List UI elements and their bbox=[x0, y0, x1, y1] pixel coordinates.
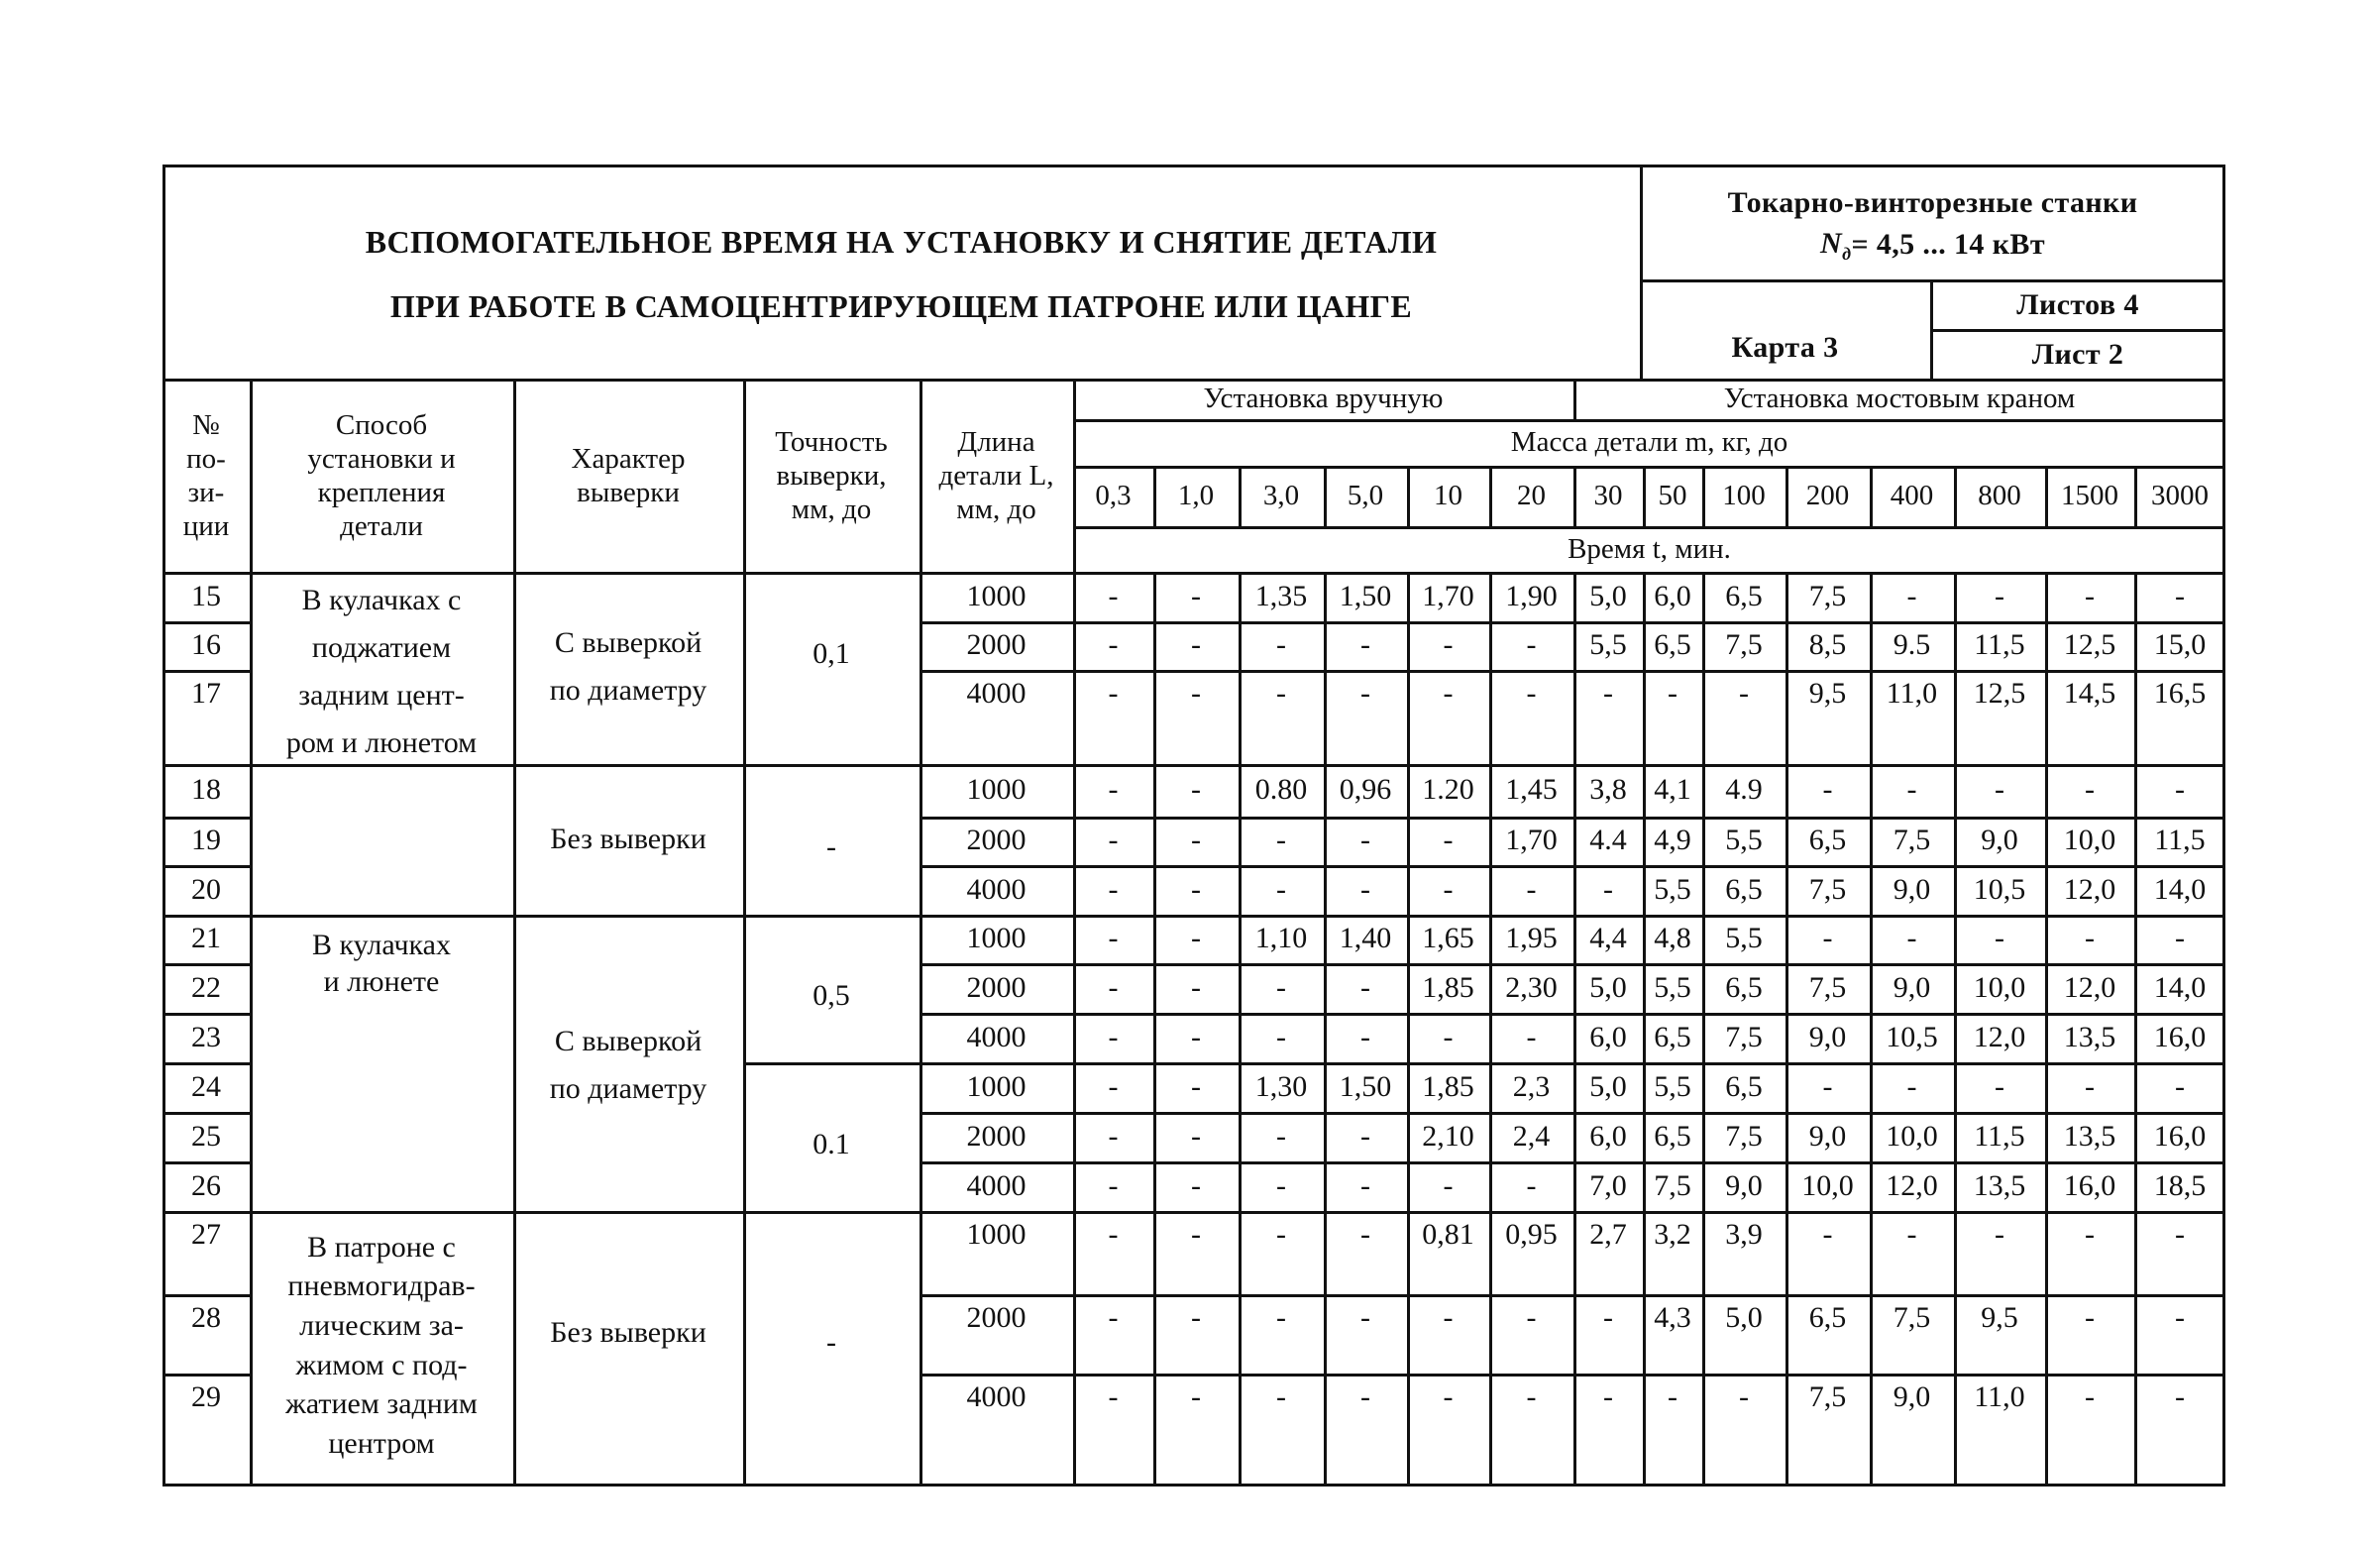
row-15-value-7: 6,0 bbox=[1654, 579, 1691, 612]
row-17-value-11: 12,5 bbox=[1973, 676, 2026, 710]
mass-column-11: 800 bbox=[1978, 480, 2021, 512]
row-17-value-5: - bbox=[1526, 676, 1537, 710]
row-28-value-5: - bbox=[1526, 1300, 1537, 1334]
row-15-value-5: 1,90 bbox=[1505, 579, 1558, 612]
row-18-value-2: 0.80 bbox=[1254, 773, 1308, 807]
mass-column-7: 50 bbox=[1658, 480, 1687, 512]
row-24-value-5: 2,3 bbox=[1512, 1069, 1551, 1103]
row-24-value-3: 1,50 bbox=[1339, 1069, 1392, 1103]
mass-column-0: 0,3 bbox=[1095, 480, 1132, 512]
row-20-value-4: - bbox=[1443, 872, 1454, 906]
row-24-value-7: 5,5 bbox=[1654, 1069, 1691, 1103]
row-29-value-4: - bbox=[1443, 1379, 1454, 1413]
row-16-value-11: 11,5 bbox=[1974, 628, 2025, 662]
row-18-value-13: - bbox=[2175, 773, 2185, 807]
row-20-value-0: - bbox=[1108, 872, 1119, 906]
card-label: Карта 3 bbox=[1731, 330, 1839, 364]
alignment-with-1-text: С выверкой по диаметру bbox=[549, 625, 707, 707]
mass-column-1: 1,0 bbox=[1177, 480, 1215, 512]
row-18-value-6: 3,8 bbox=[1589, 773, 1627, 807]
row-21-value-6: 4,4 bbox=[1589, 922, 1627, 955]
row-24-value-11: - bbox=[1995, 1069, 2004, 1103]
row-17-length: 4000 bbox=[966, 676, 1027, 710]
alignment-with-2 bbox=[513, 1001, 743, 1130]
row-26-length: 4000 bbox=[966, 1168, 1027, 1202]
row-29-value-1: - bbox=[1191, 1379, 1201, 1413]
row-28-value-13: - bbox=[2175, 1300, 2185, 1334]
row-23-position: 23 bbox=[191, 1020, 221, 1053]
header-accuracy bbox=[743, 382, 920, 570]
row-17-value-12: 14,5 bbox=[2063, 676, 2116, 710]
row-15-value-4: 1,70 bbox=[1422, 579, 1474, 612]
row-26-value-11: 13,5 bbox=[1973, 1168, 2026, 1202]
row-24-value-8: 6,5 bbox=[1725, 1069, 1763, 1103]
row-24-value-0: - bbox=[1108, 1069, 1119, 1103]
row-17-value-2: - bbox=[1276, 676, 1286, 710]
group-1-method bbox=[250, 580, 513, 763]
row-20-value-6: - bbox=[1603, 872, 1613, 906]
row-15-value-13: - bbox=[2175, 579, 2185, 612]
row-29-value-12: - bbox=[2085, 1379, 2095, 1413]
row-25-value-3: - bbox=[1360, 1119, 1370, 1153]
row-22-length: 2000 bbox=[966, 970, 1027, 1004]
row-25-value-2: - bbox=[1276, 1119, 1286, 1153]
row-26-value-7: 7,5 bbox=[1654, 1168, 1691, 1202]
accuracy-2: - bbox=[826, 829, 836, 863]
row-27-value-8: 3,9 bbox=[1725, 1217, 1763, 1251]
row-18-value-0: - bbox=[1108, 773, 1119, 807]
row-25-value-8: 7,5 bbox=[1725, 1119, 1763, 1153]
row-15-value-12: - bbox=[2085, 579, 2095, 612]
row-21-value-8: 5,5 bbox=[1725, 922, 1763, 955]
row-16-value-7: 6,5 bbox=[1654, 628, 1691, 662]
row-20-value-8: 6,5 bbox=[1725, 872, 1763, 906]
row-25-value-6: 6,0 bbox=[1589, 1119, 1627, 1153]
group-3-method bbox=[250, 1214, 513, 1477]
row-21-value-7: 4,8 bbox=[1654, 922, 1691, 955]
row-23-value-6: 6,0 bbox=[1589, 1020, 1627, 1053]
row-25-value-11: 11,5 bbox=[1974, 1119, 2025, 1153]
row-24-position: 24 bbox=[191, 1069, 221, 1103]
row-25-value-13: 16,0 bbox=[2153, 1119, 2207, 1153]
mass-column-10: 400 bbox=[1890, 480, 1934, 512]
group-2-method bbox=[250, 917, 513, 1011]
row-18-value-5: 1,45 bbox=[1505, 773, 1558, 807]
row-19-length: 2000 bbox=[966, 824, 1027, 857]
row-27-value-11: - bbox=[1995, 1217, 2004, 1251]
row-18-value-11: - bbox=[1995, 773, 2004, 807]
row-27-value-4: 0,81 bbox=[1422, 1217, 1474, 1251]
row-21-value-5: 1,95 bbox=[1505, 922, 1558, 955]
row-15-value-3: 1,50 bbox=[1339, 579, 1392, 612]
row-24-value-4: 1,85 bbox=[1422, 1069, 1474, 1103]
row-26-value-6: 7,0 bbox=[1589, 1168, 1627, 1202]
row-19-value-10: 7,5 bbox=[1893, 824, 1931, 857]
header-position-text: № по- зи- ции bbox=[182, 408, 230, 543]
row-16-value-3: - bbox=[1360, 628, 1370, 662]
row-20-value-7: 5,5 bbox=[1654, 872, 1691, 906]
row-25-value-9: 9,0 bbox=[1808, 1119, 1847, 1153]
header-crane: Установка мостовым краном bbox=[1723, 383, 2076, 415]
row-28-position: 28 bbox=[191, 1300, 221, 1334]
mass-column-9: 200 bbox=[1805, 480, 1850, 512]
row-25-value-12: 13,5 bbox=[2063, 1119, 2116, 1153]
row-26-value-4: - bbox=[1443, 1168, 1454, 1202]
row-16-value-4: - bbox=[1443, 628, 1454, 662]
row-18-value-8: 4.9 bbox=[1725, 773, 1763, 807]
row-22-value-2: - bbox=[1276, 970, 1286, 1004]
row-15-value-0: - bbox=[1108, 579, 1119, 612]
row-27-value-13: - bbox=[2175, 1217, 2185, 1251]
row-15-value-1: - bbox=[1191, 579, 1201, 612]
row-19-value-13: 11,5 bbox=[2154, 824, 2206, 857]
row-22-value-10: 9,0 bbox=[1893, 970, 1931, 1004]
row-24-value-10: - bbox=[1906, 1069, 1917, 1103]
sheet-number: Лист 2 bbox=[2031, 337, 2124, 371]
row-26-position: 26 bbox=[191, 1168, 221, 1202]
header-mass-text: Масса детали m, кг, до bbox=[1510, 426, 1788, 459]
row-25-value-7: 6,5 bbox=[1654, 1119, 1691, 1153]
group-2-method-text: В кулачках и люнете bbox=[312, 928, 451, 998]
row-15-value-2: 1,35 bbox=[1254, 579, 1308, 612]
row-26-value-12: 16,0 bbox=[2063, 1168, 2116, 1202]
row-27-value-6: 2,7 bbox=[1589, 1217, 1627, 1251]
row-27-value-5: 0,95 bbox=[1505, 1217, 1558, 1251]
row-25-value-10: 10,0 bbox=[1886, 1119, 1938, 1153]
row-28-value-8: 5,0 bbox=[1725, 1300, 1763, 1334]
row-29-value-13: - bbox=[2175, 1379, 2185, 1413]
row-28-value-0: - bbox=[1108, 1300, 1119, 1334]
row-28-value-1: - bbox=[1191, 1300, 1201, 1334]
row-23-value-9: 9,0 bbox=[1808, 1020, 1847, 1053]
row-22-value-3: - bbox=[1360, 970, 1370, 1004]
row-28-value-3: - bbox=[1360, 1300, 1370, 1334]
row-23-value-10: 10,5 bbox=[1886, 1020, 1938, 1053]
row-25-value-4: 2,10 bbox=[1422, 1119, 1474, 1153]
row-18-value-1: - bbox=[1191, 773, 1201, 807]
mass-column-2: 3,0 bbox=[1262, 480, 1300, 512]
row-26-value-5: - bbox=[1526, 1168, 1537, 1202]
row-22-position: 22 bbox=[191, 970, 221, 1004]
header-accuracy-text: Точность выверки, мм, до bbox=[775, 425, 888, 526]
header-mass bbox=[1073, 419, 2225, 466]
row-28-value-2: - bbox=[1276, 1300, 1286, 1334]
mass-column-4: 10 bbox=[1434, 480, 1462, 512]
row-16-value-9: 8,5 bbox=[1808, 628, 1847, 662]
row-18-value-3: 0,96 bbox=[1339, 773, 1392, 807]
header-alignment-text: Характер выверки bbox=[571, 442, 686, 508]
row-16-length: 2000 bbox=[966, 628, 1027, 662]
title-line-2: ПРИ РАБОТЕ В САМОЦЕНТРИРУЮЩЕМ ПАТРОНЕ ИЛИ ЦАНГЕ bbox=[389, 288, 1413, 325]
row-27-value-3: - bbox=[1360, 1217, 1370, 1251]
mass-column-3: 5,0 bbox=[1347, 480, 1384, 512]
row-17-value-1: - bbox=[1191, 676, 1201, 710]
row-23-value-3: - bbox=[1360, 1020, 1370, 1053]
row-22-value-8: 6,5 bbox=[1725, 970, 1763, 1004]
row-19-value-7: 4,9 bbox=[1654, 824, 1691, 857]
row-19-value-3: - bbox=[1360, 824, 1370, 857]
row-22-value-9: 7,5 bbox=[1808, 970, 1847, 1004]
row-25-value-0: - bbox=[1108, 1119, 1119, 1153]
row-21-value-4: 1,65 bbox=[1422, 922, 1474, 955]
row-22-value-12: 12,0 bbox=[2063, 970, 2116, 1004]
row-23-value-12: 13,5 bbox=[2063, 1020, 2116, 1053]
row-21-value-0: - bbox=[1108, 922, 1119, 955]
header-manual: Установка вручную bbox=[1203, 383, 1444, 415]
row-23-value-11: 12,0 bbox=[1973, 1020, 2026, 1053]
row-22-value-4: 1,85 bbox=[1422, 970, 1474, 1004]
row-15-value-6: 5,0 bbox=[1589, 579, 1627, 612]
row-29-position: 29 bbox=[191, 1379, 221, 1413]
row-22-value-7: 5,5 bbox=[1654, 970, 1691, 1004]
row-24-length: 1000 bbox=[966, 1069, 1027, 1103]
row-23-value-7: 6,5 bbox=[1654, 1020, 1691, 1053]
row-25-value-1: - bbox=[1191, 1119, 1201, 1153]
row-23-value-2: - bbox=[1276, 1020, 1286, 1053]
accuracy-1: 0,1 bbox=[812, 636, 850, 670]
row-23-value-5: - bbox=[1526, 1020, 1537, 1053]
row-16-value-8: 7,5 bbox=[1725, 628, 1763, 662]
accuracy-3: 0,5 bbox=[812, 978, 850, 1012]
grid-line bbox=[743, 1062, 920, 1065]
row-15-value-11: - bbox=[1995, 579, 2004, 612]
header-method-text: Способ установки и крепления детали bbox=[307, 408, 456, 543]
row-15-position: 15 bbox=[191, 579, 221, 612]
row-20-length: 4000 bbox=[966, 872, 1027, 906]
row-17-position: 17 bbox=[191, 676, 221, 710]
row-26-value-2: - bbox=[1276, 1168, 1286, 1202]
row-28-value-6: - bbox=[1603, 1300, 1613, 1334]
row-15-length: 1000 bbox=[966, 579, 1027, 612]
row-16-value-0: - bbox=[1108, 628, 1119, 662]
row-16-value-13: 15,0 bbox=[2153, 628, 2207, 662]
row-28-value-9: 6,5 bbox=[1808, 1300, 1847, 1334]
row-19-value-6: 4.4 bbox=[1589, 824, 1627, 857]
header-time: Время t, мин. bbox=[1568, 532, 1731, 565]
row-18-value-9: - bbox=[1822, 773, 1833, 807]
row-17-value-7: - bbox=[1668, 676, 1677, 710]
row-15-value-9: 7,5 bbox=[1808, 579, 1847, 612]
row-20-value-12: 12,0 bbox=[2063, 872, 2116, 906]
row-27-value-9: - bbox=[1822, 1217, 1833, 1251]
row-20-value-9: 7,5 bbox=[1808, 872, 1847, 906]
accuracy-4: 0.1 bbox=[812, 1127, 850, 1160]
row-17-value-4: - bbox=[1443, 676, 1454, 710]
alignment-none-1-text: Без выверки bbox=[550, 823, 706, 855]
machine-power bbox=[1640, 223, 2225, 268]
alignment-none-2-text: Без выверки bbox=[550, 1316, 706, 1349]
alignment-with-2-text: С выверкой по диаметру bbox=[549, 1025, 707, 1105]
row-28-value-11: 9,5 bbox=[1981, 1300, 2018, 1334]
header-position bbox=[162, 382, 250, 570]
row-21-length: 1000 bbox=[966, 922, 1027, 955]
mass-column-12: 1500 bbox=[2061, 480, 2118, 512]
row-19-value-4: - bbox=[1443, 824, 1454, 857]
row-21-value-9: - bbox=[1822, 922, 1833, 955]
row-24-value-13: - bbox=[2175, 1069, 2185, 1103]
row-16-value-10: 9.5 bbox=[1893, 628, 1931, 662]
row-27-value-12: - bbox=[2085, 1217, 2095, 1251]
row-29-value-0: - bbox=[1108, 1379, 1119, 1413]
row-17-value-10: 11,0 bbox=[1886, 676, 1938, 710]
row-29-length: 4000 bbox=[966, 1379, 1027, 1413]
row-19-value-2: - bbox=[1276, 824, 1286, 857]
row-27-value-10: - bbox=[1906, 1217, 1917, 1251]
sheets-total: Листов 4 bbox=[2016, 287, 2139, 321]
row-27-length: 1000 bbox=[966, 1217, 1027, 1251]
row-29-value-11: 11,0 bbox=[1974, 1379, 2025, 1413]
row-29-value-8: - bbox=[1739, 1379, 1749, 1413]
row-23-value-0: - bbox=[1108, 1020, 1119, 1053]
mass-column-6: 30 bbox=[1593, 480, 1623, 512]
row-19-value-8: 5,5 bbox=[1725, 824, 1763, 857]
row-19-value-11: 9,0 bbox=[1981, 824, 2018, 857]
row-28-value-4: - bbox=[1443, 1300, 1454, 1334]
row-17-value-9: 9,5 bbox=[1808, 676, 1847, 710]
row-23-value-4: - bbox=[1443, 1020, 1454, 1053]
row-18-position: 18 bbox=[191, 773, 221, 807]
row-17-value-0: - bbox=[1108, 676, 1119, 710]
row-20-value-10: 9,0 bbox=[1893, 872, 1931, 906]
row-18-value-12: - bbox=[2085, 773, 2095, 807]
row-25-length: 2000 bbox=[966, 1119, 1027, 1153]
row-24-value-12: - bbox=[2085, 1069, 2095, 1103]
machine-name: Токарно-винторезные станки bbox=[1727, 185, 2138, 219]
row-21-position: 21 bbox=[191, 922, 221, 955]
row-26-value-3: - bbox=[1360, 1168, 1370, 1202]
row-27-value-2: - bbox=[1276, 1217, 1286, 1251]
row-20-value-11: 10,5 bbox=[1973, 872, 2026, 906]
row-15-value-8: 6,5 bbox=[1725, 579, 1763, 612]
row-26-value-8: 9,0 bbox=[1725, 1168, 1763, 1202]
row-17-value-8: - bbox=[1739, 676, 1749, 710]
mass-column-8: 100 bbox=[1722, 480, 1766, 512]
row-28-value-12: - bbox=[2085, 1300, 2095, 1334]
row-26-value-10: 12,0 bbox=[1886, 1168, 1938, 1202]
row-26-value-1: - bbox=[1191, 1168, 1201, 1202]
machine-power-text: $N_д$ bbox=[1820, 226, 1852, 264]
row-29-value-2: - bbox=[1276, 1379, 1286, 1413]
accuracy-5: - bbox=[826, 1325, 836, 1359]
row-29-value-10: 9,0 bbox=[1893, 1379, 1931, 1413]
row-21-value-2: 1,10 bbox=[1254, 922, 1308, 955]
row-16-value-1: - bbox=[1191, 628, 1201, 662]
row-27-value-7: 3,2 bbox=[1654, 1217, 1691, 1251]
row-20-value-3: - bbox=[1360, 872, 1370, 906]
row-16-value-5: - bbox=[1526, 628, 1537, 662]
row-23-length: 4000 bbox=[966, 1020, 1027, 1053]
row-22-value-1: - bbox=[1191, 970, 1201, 1004]
header-method bbox=[250, 382, 513, 570]
row-16-value-2: - bbox=[1276, 628, 1286, 662]
row-20-value-13: 14,0 bbox=[2153, 872, 2207, 906]
row-25-value-5: 2,4 bbox=[1512, 1119, 1551, 1153]
row-22-value-6: 5,0 bbox=[1589, 970, 1627, 1004]
row-21-value-1: - bbox=[1191, 922, 1201, 955]
row-23-value-8: 7,5 bbox=[1725, 1020, 1763, 1053]
row-21-value-11: - bbox=[1995, 922, 2004, 955]
row-21-value-13: - bbox=[2175, 922, 2185, 955]
row-24-value-1: - bbox=[1191, 1069, 1201, 1103]
header-alignment bbox=[513, 382, 743, 570]
row-24-value-9: - bbox=[1822, 1069, 1833, 1103]
row-24-value-6: 5,0 bbox=[1589, 1069, 1627, 1103]
row-18-value-4: 1.20 bbox=[1422, 773, 1474, 807]
row-29-value-9: 7,5 bbox=[1808, 1379, 1847, 1413]
row-20-value-2: - bbox=[1276, 872, 1286, 906]
row-21-value-3: 1,40 bbox=[1339, 922, 1392, 955]
row-27-value-0: - bbox=[1108, 1217, 1119, 1251]
row-26-value-9: 10,0 bbox=[1801, 1168, 1854, 1202]
row-28-length: 2000 bbox=[966, 1300, 1027, 1334]
row-18-value-7: 4,1 bbox=[1654, 773, 1691, 807]
row-22-value-0: - bbox=[1108, 970, 1119, 1004]
row-20-position: 20 bbox=[191, 872, 221, 906]
row-19-value-0: - bbox=[1108, 824, 1119, 857]
row-17-value-3: - bbox=[1360, 676, 1370, 710]
row-19-value-5: 1,70 bbox=[1505, 824, 1558, 857]
row-21-value-10: - bbox=[1906, 922, 1917, 955]
machine-power-value: = 4,5 ... 14 кВт bbox=[1851, 228, 2045, 262]
row-26-value-13: 18,5 bbox=[2153, 1168, 2207, 1202]
alignment-none-1 bbox=[513, 765, 743, 914]
row-29-value-5: - bbox=[1526, 1379, 1537, 1413]
row-26-value-0: - bbox=[1108, 1168, 1119, 1202]
row-21-value-12: - bbox=[2085, 922, 2095, 955]
group-3-method-text: В патроне с пневмогидрав- лическим за- жимом с под- жатием задним центром bbox=[285, 1230, 478, 1460]
title-line-1: ВСПОМОГАТЕЛЬНОЕ ВРЕМЯ НА УСТАНОВКУ И СНЯТИЕ ДЕТАЛИ bbox=[365, 224, 1438, 261]
row-24-value-2: 1,30 bbox=[1254, 1069, 1308, 1103]
row-28-value-10: 7,5 bbox=[1893, 1300, 1931, 1334]
row-22-value-13: 14,0 bbox=[2153, 970, 2207, 1004]
row-29-value-3: - bbox=[1360, 1379, 1370, 1413]
group-1-method-text: В кулачках с поджатием задним цент- ром и люнетом bbox=[285, 583, 478, 759]
row-20-value-5: - bbox=[1526, 872, 1537, 906]
row-19-value-12: 10,0 bbox=[2063, 824, 2116, 857]
alignment-none-2 bbox=[513, 1278, 743, 1387]
row-16-value-6: 5,5 bbox=[1589, 628, 1627, 662]
row-19-value-1: - bbox=[1191, 824, 1201, 857]
row-18-value-10: - bbox=[1906, 773, 1917, 807]
row-25-position: 25 bbox=[191, 1119, 221, 1153]
row-20-value-1: - bbox=[1191, 872, 1201, 906]
row-27-value-1: - bbox=[1191, 1217, 1201, 1251]
row-16-value-12: 12,5 bbox=[2063, 628, 2116, 662]
row-28-value-7: 4,3 bbox=[1654, 1300, 1691, 1334]
alignment-with-1 bbox=[513, 595, 743, 738]
row-17-value-13: 16,5 bbox=[2153, 676, 2207, 710]
document-sheet bbox=[162, 165, 2225, 1487]
row-22-value-11: 10,0 bbox=[1973, 970, 2026, 1004]
mass-column-5: 20 bbox=[1517, 480, 1546, 512]
row-29-value-7: - bbox=[1668, 1379, 1677, 1413]
row-27-position: 27 bbox=[191, 1217, 221, 1251]
header-length bbox=[920, 382, 1073, 570]
row-23-value-1: - bbox=[1191, 1020, 1201, 1053]
row-17-value-6: - bbox=[1603, 676, 1613, 710]
row-16-position: 16 bbox=[191, 628, 221, 662]
row-18-length: 1000 bbox=[966, 773, 1027, 807]
row-22-value-5: 2,30 bbox=[1505, 970, 1558, 1004]
mass-column-13: 3000 bbox=[2151, 480, 2209, 512]
header-length-text: Длина детали L, мм, до bbox=[938, 425, 1054, 526]
row-19-value-9: 6,5 bbox=[1808, 824, 1847, 857]
row-23-value-13: 16,0 bbox=[2153, 1020, 2207, 1053]
row-19-position: 19 bbox=[191, 824, 221, 857]
row-29-value-6: - bbox=[1603, 1379, 1613, 1413]
row-15-value-10: - bbox=[1906, 579, 1917, 612]
